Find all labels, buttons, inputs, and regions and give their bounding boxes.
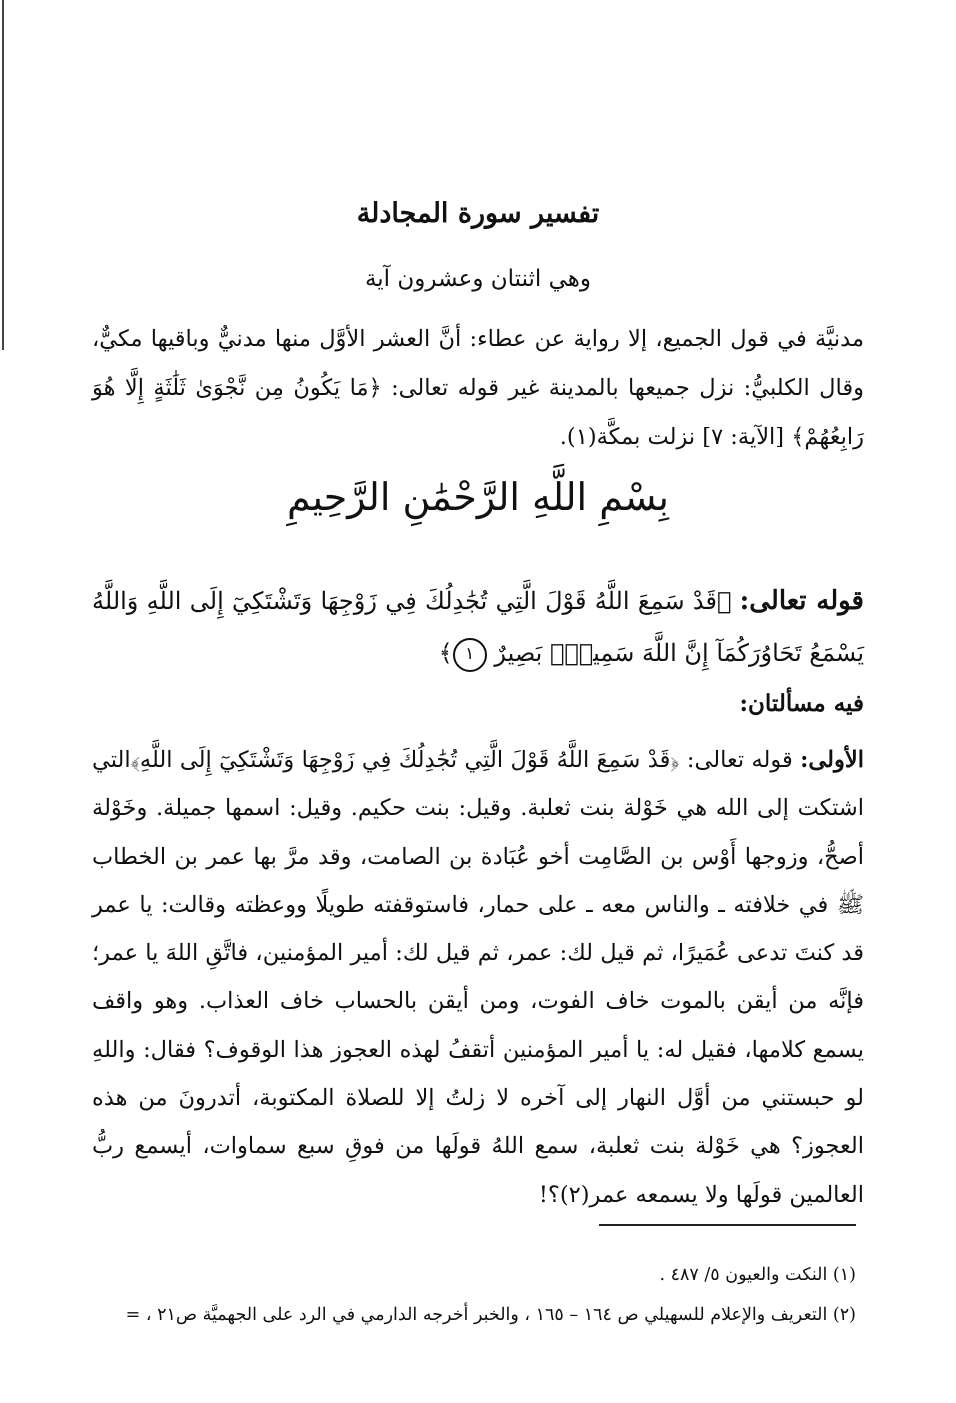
- footnote-separator: [599, 1224, 856, 1226]
- basmala: بِسْمِ اللَّهِ الرَّحْمَٰنِ الرَّحِيمِ: [287, 475, 669, 519]
- first-issue-text: قوله تعالى: ﴿قَدْ سَمِعَ اللَّهُ قَوْلَ الَّتِي تُجَٰدِلُكَ فِي زَوْجِهَا وَتَشْتَكِيٓ إِلَى اللَّهِ﴾التي اشتكت إلى الله هي خَوْلة بنت ثعلبة. وقيل: بنت حكيم. وقيل: اسمها جميلة. وخَوْلة أصحُّ، وزوجها أَوْس بن الصَّامِت أخو عُبَادة بن الصامت، وقد مرَّ بها عمر بن الخطاب ﷺ في خلافته ـ والناس معه ـ على حمار، فاستوقفته طويلًا ووعظته وقالت: يا عمر قد كنتَ تدعى عُمَيرًا، ثم قيل لك: عمر، ثم قيل لك: أمير المؤمنين، فاتَّقِ اللهَ يا عمر؛ فإنَّه من أيقن بالموت خاف الفوت، ومن أيقن بالحساب خاف العذاب. وهو واقف يسمع كلامها، فقيل له: يا أمير المؤمنين أتقفُ لهذه العجوز هذا الوقوف؟ فقال: واللهِ لو حبستني من أوَّل النهار إلى آخره لا زلتُ إلا للصلاة المكتوبة، أتدرونَ من هذه العجوز؟ هي خَوْلة بنت ثعلبة، سمع اللهُ قولَها من فوقِ سبع سماوات، أيسمع ربُّ العالمين قولَها ولا يسمعه عمر(٢)؟!: [92, 747, 864, 1208]
- footnote-1: (١) النكت والعيون ٥/ ٤٨٧ .: [659, 1265, 856, 1285]
- first-issue-lead: الأولى:: [800, 747, 864, 773]
- verse-count-subtitle: وهي اثنتان وعشرون آية: [364, 266, 592, 292]
- footnote-2: (٢) التعريف والإعلام للسهيلي ص ١٦٤ – ١٦٥ ، والخبر أخرجه الدارمي في الرد على الجهميَّة ص٢١ ، =: [125, 1305, 856, 1325]
- intro-paragraph: مدنيَّة في قول الجميع، إلا رواية عن عطاء: أنَّ العشر الأوَّل منها مدنيٌّ وباقيها مكيٌّ، وقال الكلبيُّ: نزل جميعها بالمدينة غير قوله تعالى: ﴿مَا يَكُونُ مِن نَّجْوَىٰ ثَلَٰثَةٍ إِلَّا هُوَ رَابِعُهُمْ﴾ [الآية: ٧] نزلت بمكَّة(١).: [92, 326, 864, 450]
- verse-number-marker: ١: [453, 638, 487, 672]
- issues-heading: فيه مسألتان:: [739, 690, 864, 717]
- first-issue-paragraph: [92, 736, 864, 1219]
- verse-lead: قوله تعالى:: [739, 586, 864, 616]
- verse-close-bracket: ﴾: [438, 639, 453, 667]
- opening-verse: [92, 575, 864, 679]
- page-edge-line: [2, 0, 4, 350]
- verse-text: ﴿قَدْ سَمِعَ اللَّهُ قَوْلَ الَّتِي تُجَٰدِلُكَ فِي زَوْجِهَا وَتَشْتَكِيٓ إِلَى اللَّهِ وَاللَّهُ يَسْمَعُ تَحَاوُرَكُمَآ إِنَّ اللَّهَ سَمِيعٌۢ بَصِيرٌ: [92, 587, 864, 667]
- surah-title: تفسير سورة المجادلة: [356, 198, 600, 229]
